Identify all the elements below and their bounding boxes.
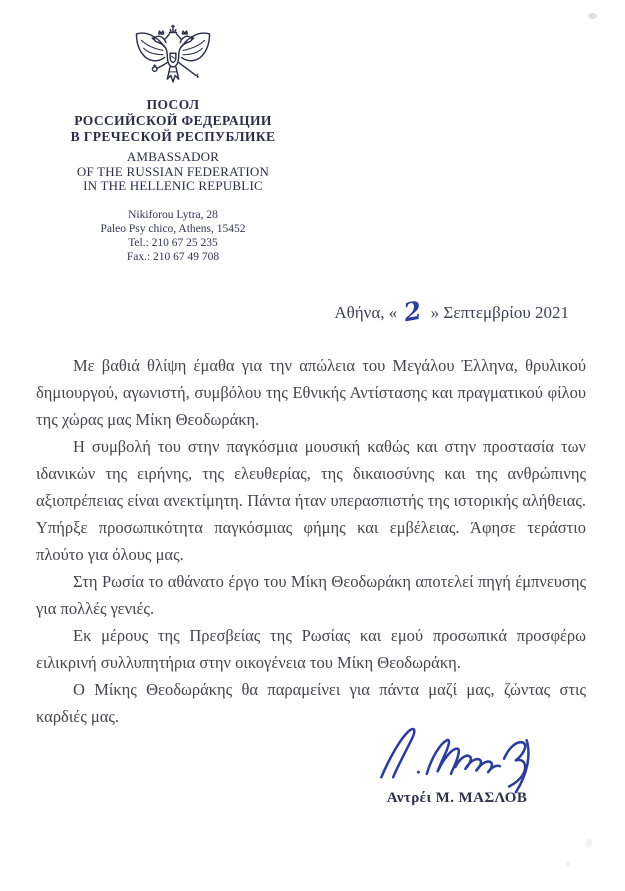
date-suffix: » Σεπτεμβρίου 2021 [430, 303, 569, 322]
letterhead-english-block [6, 150, 340, 194]
fax-line: Fax.: 210 67 49 708 [126, 250, 220, 263]
paragraph-condolences-family: Εκ μέρους της Πρεσβείας της Ρωσίας και εμού προσωπικά προσφέρω ειλικρινή συλλυπητήρια στην οικογένεια του Μίκη Θεοδωράκη. [36, 626, 586, 672]
letterhead-en-line-1: AMBASSADOR [126, 149, 220, 164]
date-line [334, 295, 569, 328]
handwritten-day: 2 [401, 295, 424, 328]
letter-body [36, 352, 586, 730]
signer-name: Αντρέι Μ. ΜΑΣΛΟΒ [386, 790, 528, 806]
letterhead-ru-line-2: РОССИЙСКОЙ ФЕДЕРАЦИИ [74, 113, 272, 128]
address-street: Nikiforou Lytra, 28 [128, 208, 218, 221]
paragraph-closing: Ο Μίκης Θεοδωράκης θα παραμείνει για πάντα μαζί μας, ζώντας στις καρδιές μας. [36, 680, 586, 726]
phone-line: Tel.: 210 67 25 235 [128, 236, 218, 249]
letterhead-ru-line-1: ПОСОЛ [146, 97, 200, 112]
scan-artifact [586, 838, 592, 848]
paragraph-russia-inspiration: Στη Ρωσία το αθάνατο έργο του Μίκη Θεοδωράκη αποτελεί πηγή έμπνευσης για πολλές γενιές. [36, 572, 586, 618]
scan-artifact [566, 862, 570, 866]
letterhead-ru-line-3: В ГРЕЧЕСКОЙ РЕСПУБЛИКЕ [70, 129, 276, 144]
letterhead [6, 24, 340, 264]
signature-block [329, 710, 585, 807]
letterhead-en-line-3: IN THE HELLENIC REPUBLIC [83, 178, 263, 193]
address-city: Paleo Psy chico, Athens, 15452 [100, 222, 246, 235]
paragraph-contribution: Η συμβολή του στην παγκόσμια μουσική καθώς και στην προστασία των ιδανικών της ειρήνης, της ελευθερίας, της δικαιοσύνης και της ανθρώπινης αξιοπρέπειας είναι ανεκτίμητη. Πάντα ήταν υπερασπιστής της ιστορικής αλήθειας. Υπήρξε προσωπικότητα παγκόσμιας φήμης και εμβέλειας. Άφησε τεράστιο πλούτο για όλους μας. [36, 437, 586, 564]
letterhead-contact-block [6, 208, 340, 264]
scan-artifact [588, 13, 597, 19]
paragraph-condolence-opening: Με βαθιά θλίψη έμαθα για την απώλεια του Μεγάλου Έλληνα, θρυλικού δημιουργού, αγωνιστή, συμβόλου της Εθνικής Αντίστασης και πραγματικού φίλου της χώρας μας Μίκη Θεοδωράκη. [36, 356, 586, 429]
handwritten-signature-ink [347, 710, 567, 794]
russian-coat-of-arms-icon [130, 24, 216, 94]
date-prefix: Αθήνα, « [334, 303, 398, 322]
letterhead-en-line-2: OF THE RUSSIAN FEDERATION [76, 163, 270, 179]
